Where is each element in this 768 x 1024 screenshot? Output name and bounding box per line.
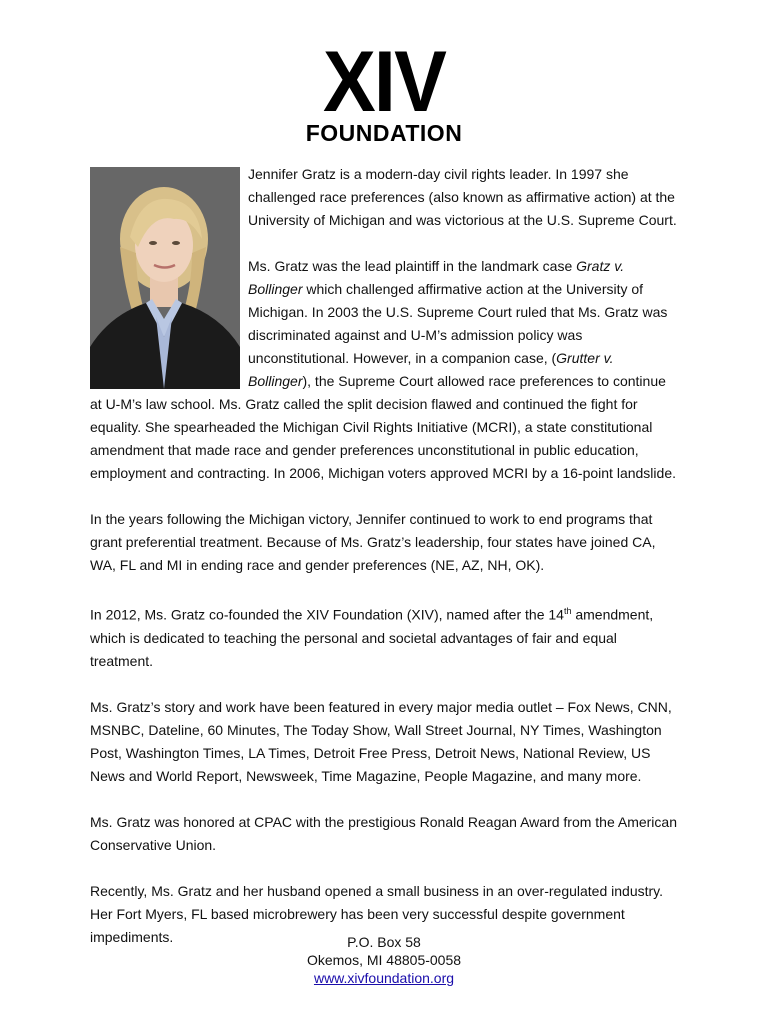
case-name-gratz: Gratz v. Bollinger: [248, 258, 625, 297]
ordinal-suffix: th: [563, 606, 572, 616]
paragraph-award: Ms. Gratz was honored at CPAC with the prestigious Ronald Reagan Award from the American Conservative Union.: [90, 813, 677, 853]
case-name-grutter: Grutter v. Bollinger: [248, 350, 614, 389]
portrait-photo-icon: [90, 167, 240, 389]
foundation-logo: [0, 34, 768, 146]
paragraph-states: In the years following the Michigan victory, Jennifer continued to work to end programs that grant preferential treatment. Because of Ms. Gratz’s leadership, four states have joined CA, WA, FL and MI in ending race and gender preferences (NE, AZ, NH, OK).: [90, 511, 656, 573]
portrait-photo: [90, 167, 240, 389]
paragraph-foundation: [90, 600, 678, 673]
paragraph-intro: Jennifer Gratz is a modern-day civil rights leader. In 1997 she challenged race preferences (also known as affirmative action) at the University of Michigan and was victorious at the U.S. Supreme Court.: [248, 166, 677, 228]
paragraph-business: Recently, Ms. Gratz and her husband opened a small business in an over-regulated industry. Her Fort Myers, FL based microbrewery has been very successful despite government impediments.: [90, 882, 664, 945]
case-text-c: ), the Supreme Court allowed race preferences to continue at U-M’s law school. Ms. Gratz called the split decision flawed and continued the fight for equality. She spearheaded the Michigan Civil Rights Initiative (MCRI), a state constitutional amendment that made race and gender preferences unconstitutional in public education, employment and contracting. In 2006, Michigan voters approved MCRI by a 16-point landslide.: [90, 373, 676, 481]
paragraph-media: Ms. Gratz’s story and work have been featured in every major media outlet – Fox News, CNN, MSNBC, Dateline, 60 Minutes, The Today Show, Wall Street Journal, NY Times, Washington Post, Washington Times, LA Times, Detroit Free Press, Detroit News, National Review, US News and World Report, Newsweek, Time Magazine, People Magazine, and many more.: [90, 698, 672, 784]
address-line-2: Okemos, MI 48805-0058: [306, 952, 462, 968]
address-line-1: P.O. Box 58: [347, 934, 421, 950]
biography-body: [90, 163, 678, 949]
foundation-text-b: amendment, which is dedicated to teaching the personal and societal advantages of fair and equal treatment.: [90, 606, 654, 669]
case-text-a: Ms. Gratz was the lead plaintiff in the landmark case: [248, 258, 577, 274]
case-text-b: which challenged affirmative action at the University of Michigan. In 2003 the U.S. Supreme Court ruled that Ms. Gratz was discriminated against and U-M’s admission policy was unconstitutional. However, in a companion case, (: [248, 281, 668, 366]
foundation-text-a: In 2012, Ms. Gratz co-founded the XIV Foundation (XIV), named after the 14: [90, 606, 564, 623]
website-link[interactable]: www.xivfoundation.org: [313, 970, 455, 986]
logo-subtitle: FOUNDATION: [305, 120, 463, 146]
contact-footer: [0, 933, 768, 987]
logo-mark: XIV: [322, 34, 446, 130]
